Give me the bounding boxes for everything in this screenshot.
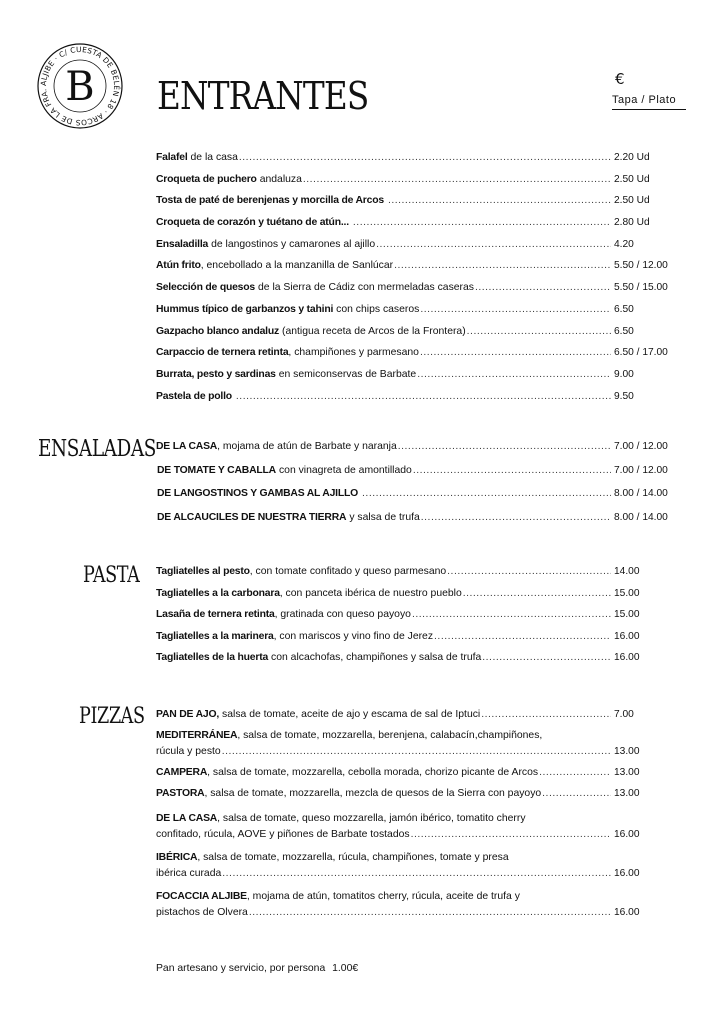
page-title: ENTRANTES [157,74,369,118]
item-description: con chips caseros [336,303,420,315]
item-name: Falafel [156,152,188,163]
dot-leader [481,708,611,721]
list-item [156,281,672,294]
item-price: 6.50 / 17.00 [614,347,668,359]
footer-price: 1.00€ [332,963,359,974]
item-price: 2.80 Ud [614,217,650,229]
item-description: y salsa de trufa [349,511,420,523]
dot-leader [222,867,611,880]
item-description-continued: pistachos de Olvera [156,907,248,918]
item-price: 13.00 [614,746,640,757]
item-description-continued: confitado, rúcula, AOVE y piñones de Barbate tostados [156,829,410,840]
item-name: Burrata, pesto y sardinas [156,368,276,380]
item-price: 16.00 [614,652,640,663]
bread-service-note [156,963,358,974]
list-item [156,440,672,453]
item-name: Carpaccio de ternera retinta [156,347,289,359]
item-price: 5.50 / 15.00 [614,282,668,294]
item-description: de langostinos y camarones al ajillo [211,238,376,250]
dot-leader [447,565,611,578]
item-description: , salsa de tomate, mozzarella, mezcla de quesos de la Sierra con payoyo [204,788,542,799]
item-name: DE TOMATE Y CABALLA [157,464,276,476]
item-price: 6.50 [614,303,634,315]
list-item [156,651,672,664]
list-item [156,487,672,500]
list-item [156,194,672,207]
item-name: DE LA CASA [156,441,218,452]
item-name: Tosta de paté de berenjenas y morcilla de Arcos [156,195,384,207]
item-name: CAMPERA [156,767,208,778]
item-description: , con mariscos y vino fino de Jerez [273,630,434,642]
item-price: 15.00 [614,587,640,599]
item-description: , champiñones y parmesano [288,347,419,359]
list-item [156,587,672,600]
item-description: , mojama de atún, tomatitos cherry, rúcula, aceite de trufa y [246,891,520,902]
item-price: 14.00 [614,566,640,577]
dot-leader [412,608,611,621]
item-price: 9.00 [614,368,634,380]
item-price: 2.20 Ud [614,152,650,163]
item-price: 16.00 [614,829,640,840]
list-item [156,173,672,186]
dot-leader [353,216,611,229]
item-name: Croqueta de corazón y tuétano de atún... [156,217,349,229]
item-price: 8.00 / 14.00 [614,511,668,523]
item-name: Tagliatelles a la carbonara [156,587,280,599]
list-item [156,346,672,359]
item-name: DE ALCAUCILES DE NUESTRA TIERRA [157,511,347,523]
restaurant-logo [36,42,124,130]
dot-leader [463,587,611,600]
list-item [156,787,672,800]
section-title-pizzas: PIZZAS [79,704,145,729]
item-name: PAN DE AJO, [156,709,220,720]
item-name: Croqueta de puchero [156,173,257,185]
item-description: , salsa de tomate, mozzarella, rúcula, champiñones, tomate y presa [197,852,509,863]
list-item [156,464,672,477]
list-item [156,608,672,621]
item-name: Tagliatelles a la marinera [156,630,274,642]
dot-leader [239,151,611,164]
item-name: Gazpacho blanco andaluz [156,325,279,337]
dot-leader [421,511,611,524]
item-name: DE LA CASA [156,813,218,824]
item-price: 2.50 Ud [614,195,650,207]
item-name: Lasaña de ternera retinta [156,609,275,620]
dot-leader [376,238,611,251]
item-description: en semiconservas de Barbate [278,368,417,380]
item-price: 16.00 [614,907,640,918]
item-name: Selección de quesos [156,282,255,294]
item-price: 9.50 [614,390,634,402]
section-title-pasta: PASTA [83,563,140,588]
dot-leader [249,906,611,919]
item-name: IBÉRICA [156,852,198,863]
item-description: salsa de tomate, aceite de ajo y escama de sal de Iptuci [222,709,481,720]
item-price: 7.00 / 12.00 [614,464,668,476]
dot-leader [542,787,611,800]
list-item [156,259,672,272]
dot-leader [303,173,611,186]
tapa-plato-label: Tapa / Plato [612,94,686,110]
list-item [156,511,672,524]
item-name: PASTORA [156,788,205,799]
item-price: 2.50 Ud [614,173,650,185]
item-description: con vinagreta de amontillado [278,464,412,476]
item-description-continued: rúcula y pesto [156,746,221,757]
item-description-continued: ibérica curada [156,868,222,879]
list-item [156,565,672,578]
list-item [156,851,672,880]
footer-text: Pan artesano y servicio, por persona [156,963,326,974]
section-title-ensaladas: ENSALADAS [38,436,156,462]
dot-leader [539,766,611,779]
item-price: 5.50 / 12.00 [614,260,668,272]
item-description: , salsa de tomate, queso mozzarella, jamón ibérico, tomatito cherry [217,813,526,824]
list-item [156,812,672,841]
item-price: 4.20 [614,238,634,250]
list-item [156,151,672,164]
list-item [156,390,672,403]
dot-leader [413,464,611,477]
list-item [156,890,672,919]
list-item [156,729,672,758]
dot-leader [482,651,611,664]
dot-leader [398,440,611,453]
currency-symbol: € [615,70,625,88]
dot-leader [434,630,611,643]
item-name: Ensaladilla [156,238,209,250]
item-price: 7.00 [614,709,634,720]
item-description: (antigua receta de Arcos de la Frontera) [282,325,466,337]
item-description: , salsa de tomate, mozzarella, cebolla morada, chorizo picante de Arcos [207,767,539,778]
item-name: Pastela de pollo [156,390,232,402]
list-item [156,216,672,229]
dot-leader [236,390,611,403]
entrantes-list [156,151,672,403]
item-description: de la Sierra de Cádiz con mermeladas caseras [258,282,474,294]
list-item [156,368,672,381]
item-name: MEDITERRÁNEA [156,730,238,741]
item-price: 13.00 [614,788,640,799]
item-description: , con tomate confitado y queso parmesano [249,566,447,577]
list-item [156,303,672,316]
item-price: 15.00 [614,609,640,620]
list-item [156,708,672,721]
item-name: Tagliatelles de la huerta [156,652,269,663]
dot-leader [420,346,611,359]
dot-leader [362,487,611,500]
price-column-header [612,70,686,110]
pizzas-list [156,708,672,919]
pasta-list [156,565,672,664]
item-description: andaluza [259,173,302,185]
list-item [156,238,672,251]
item-description: , salsa de tomate, mozzarella, berenjena, calabacín,champiñones, [237,730,543,741]
item-price: 7.00 / 12.00 [614,441,668,452]
ensaladas-list [156,440,672,524]
list-item [156,325,672,338]
item-name: DE LANGOSTINOS Y GAMBAS AL AJILLO [157,488,359,499]
list-item [156,766,672,779]
logo-ring-text: ALJIBE · C/ CUESTA DE BELÉN 18 · ARCOS DE LA FRA. [38,44,122,128]
item-description: con alcachofas, champiñones y salsa de trufa [271,652,482,663]
item-description: , mojama de atún de Barbate y naranja [217,441,397,452]
item-name: Atún frito [156,260,201,272]
list-item [156,630,672,643]
item-name: FOCACCIA ALJIBE [156,891,247,902]
item-price: 6.50 [614,325,634,337]
dot-leader [222,745,611,758]
item-price: 16.00 [614,868,640,879]
dot-leader [394,259,611,272]
item-description: , con panceta ibérica de nuestro pueblo [279,587,462,599]
dot-leader [420,303,611,316]
item-price: 16.00 [614,630,640,642]
item-name: Tagliatelles al pesto [156,566,250,577]
dot-leader [411,828,611,841]
item-description: , gratinada con queso payoyo [274,609,411,620]
item-description: de la casa [190,152,238,163]
logo-letter: B [65,64,95,110]
dot-leader [467,325,611,338]
dot-leader [475,281,611,294]
item-description: , encebollado a la manzanilla de Sanlúcar [200,260,394,272]
item-price: 13.00 [614,767,640,778]
item-price: 8.00 / 14.00 [614,488,668,499]
dot-leader [417,368,611,381]
item-name: Hummus típico de garbanzos y tahini [156,303,334,315]
dot-leader [388,194,611,207]
